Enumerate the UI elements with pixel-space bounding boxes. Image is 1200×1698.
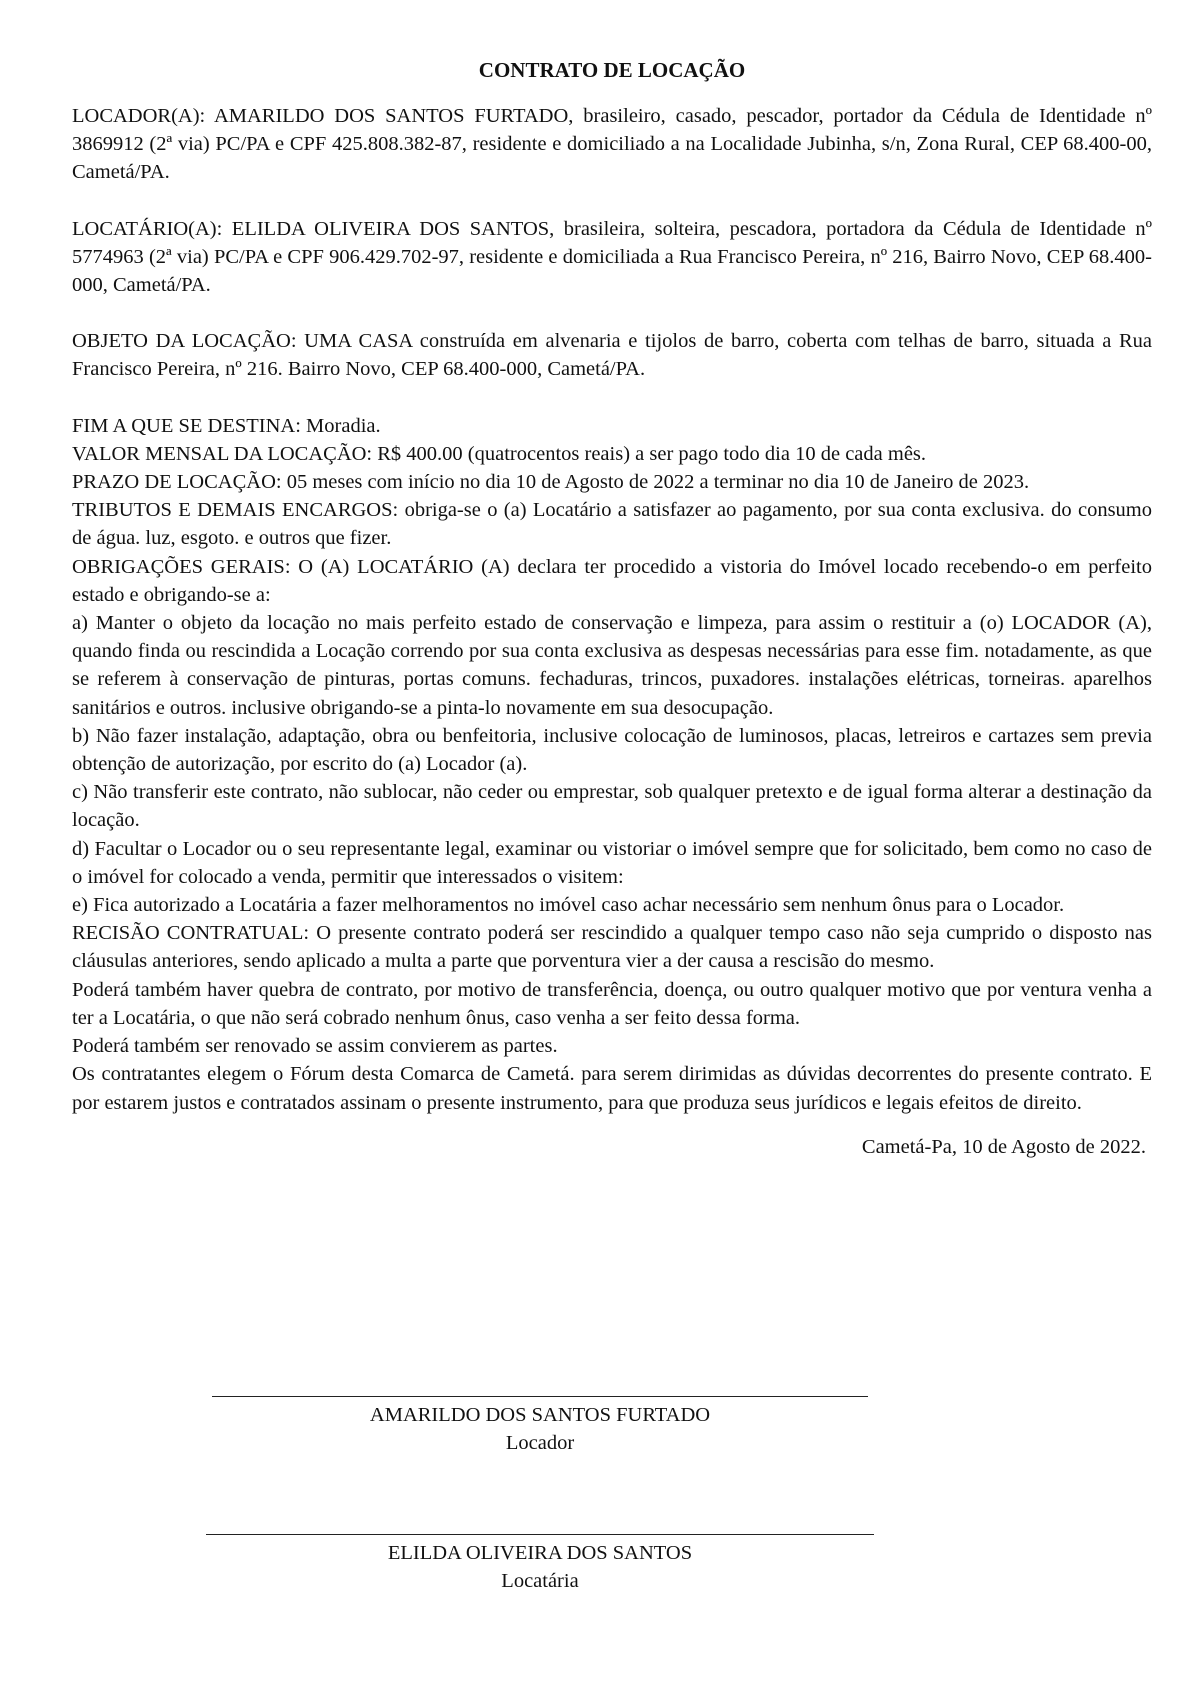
signature-role: Locatária bbox=[501, 1570, 579, 1592]
signature-block-locador bbox=[0, 1396, 1080, 1457]
clause-item-b: b) Não fazer instalação, adaptação, obra ou benfeitoria, inclusive colocação de luminosos, placas, letreiros e cartazes sem previa obtenção de autorização, por escrito do (a) Locador (a). bbox=[72, 724, 1152, 776]
signature-line bbox=[212, 1396, 868, 1397]
clause-quebra: Poderá também haver quebra de contrato, por motivo de transferência, doença, ou outro qualquer motivo que por ventura venha a ter a Locatária, o que não será cobrado nenhum ônus, caso venha a ser feito dessa forma. bbox=[72, 978, 1152, 1029]
clause-valor: VALOR MENSAL DA LOCAÇÃO: R$ 400.00 (quatrocentos reais) a ser pago todo dia 10 de cada mês. bbox=[72, 442, 927, 465]
paragraph-spacer bbox=[72, 187, 1152, 215]
clause-foro: Os contratantes elegem o Fórum desta Comarca de Cametá. para serem dirimidas as dúvidas decorrentes do presente contrato. E por estarem justos e contratados assinam o presente instrumento, para que produza seus jurídicos e legais efeitos de direito. bbox=[72, 1063, 1152, 1114]
clause-tributos: TRIBUTOS E DEMAIS ENCARGOS: obriga-se o (a) Locatário a satisfazer ao pagamento, por sua conta exclusiva. do consumo de água. luz, esgoto. e outros que fizer. bbox=[72, 499, 1152, 550]
signature-name: ELILDA OLIVEIRA DOS SANTOS bbox=[387, 1542, 693, 1564]
locador-paragraph: LOCADOR(A): AMARILDO DOS SANTOS FURTADO, brasileiro, casado, pescador, portador da Cédula de Identidade nº 3869912 (2ª via) PC/PA e CPF 425.808.382-87, residente e domiciliado a na Localidade Jubinha, s/n, Zona Rural, CEP 68.400-00, Cametá/PA. bbox=[72, 105, 1152, 184]
clause-fim: FIM A QUE SE DESTINA: Moradia. bbox=[72, 414, 381, 437]
contract-date: Cametá-Pa, 10 de Agosto de 2022. bbox=[861, 1135, 1146, 1158]
signature-block-locataria bbox=[0, 1534, 1080, 1595]
page-title: CONTRATO DE LOCAÇÃO bbox=[478, 58, 746, 82]
clause-item-c: c) Não transferir este contrato, não sublocar, não ceder ou emprestar, sob qualquer pretexto e de igual forma alterar a destinação da locação. bbox=[72, 781, 1152, 832]
clause-obrigacoes: OBRIGAÇÕES GERAIS: O (A) LOCATÁRIO (A) declara ter procedido a vistoria do Imóvel locado recebendo-o em perfeito estado e obrigando-se a: bbox=[72, 555, 1152, 606]
clause-rescisao: RECISÃO CONTRATUAL: O presente contrato poderá ser rescindido a qualquer tempo caso não seja cumprido o disposto nas cláusulas anteriores, sendo aplicado a multa a parte que porventura vier a der causa a rescisão do mesmo. bbox=[72, 922, 1152, 973]
signature-name: AMARILDO DOS SANTOS FURTADO bbox=[369, 1404, 711, 1426]
paragraph-spacer bbox=[72, 384, 1152, 412]
clause-item-e: e) Fica autorizado a Locatária a fazer melhoramentos no imóvel caso achar necessário sem nenhum ônus para o Locador. bbox=[72, 894, 1065, 917]
paragraph-spacer bbox=[72, 299, 1152, 327]
locatario-paragraph: LOCATÁRIO(A): ELILDA OLIVEIRA DOS SANTOS, brasileira, solteira, pescadora, portadora da Cédula de Identidade nº 5774963 (2ª via) PC/PA e CPF 906.429.702-97, residente e domiciliada a Rua Francisco Pereira, nº 216, Bairro Novo, CEP 68.400-000, Cametá/PA. bbox=[72, 217, 1152, 297]
clause-prazo: PRAZO DE LOCAÇÃO: 05 meses com início no dia 10 de Agosto de 2022 a terminar no dia 10 de Janeiro de 2023. bbox=[72, 471, 1030, 494]
signature-role: Locador bbox=[505, 1432, 575, 1454]
objeto-paragraph: OBJETO DA LOCAÇÃO: UMA CASA construída em alvenaria e tijolos de barro, coberta com telhas de barro, situada a Rua Francisco Pereira, nº 216. Bairro Novo, CEP 68.400-000, Cametá/PA. bbox=[72, 330, 1152, 381]
clause-item-a: a) Manter o objeto da locação no mais perfeito estado de conservação e limpeza, para assim o restituir a (o) LOCADOR (A), quando finda ou rescindida a Locação correndo por sua conta exclusiva as despesas necessárias para esse fim. notadamente, as que se referem à conservação de pinturas, portas comuns. fechaduras, trincos, puxadores. instalações elétricas, torneiras. aparelhos sanitários e outros. inclusive obrigando-se a pinta-lo novamente em sua desocupação. bbox=[72, 612, 1152, 719]
clause-renovacao: Poderá também ser renovado se assim convierem as partes. bbox=[72, 1035, 558, 1058]
contract-page bbox=[72, 56, 1152, 1161]
signature-line bbox=[206, 1534, 874, 1535]
clause-item-d: d) Facultar o Locador ou o seu representante legal, examinar ou vistoriar o imóvel sempre que for solicitado, bem como no caso de o imóvel for colocado a venda, permitir que interessados o visitem: bbox=[72, 837, 1152, 888]
